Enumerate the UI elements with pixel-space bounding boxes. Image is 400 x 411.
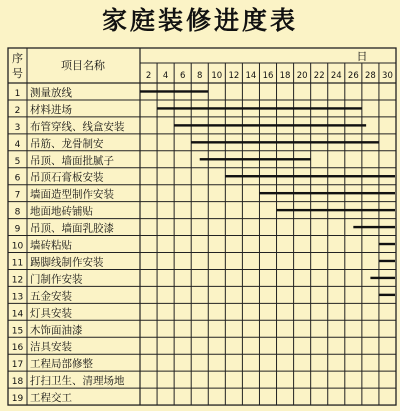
task-name: 门制作安装 [30, 273, 83, 286]
task-number: 11 [11, 258, 24, 269]
task-number: 15 [11, 326, 24, 337]
task-bar [379, 294, 395, 296]
day-tick-label: 6 [179, 71, 186, 81]
task-name: 吊顶、墙面批腻子 [30, 154, 114, 167]
task-number: 14 [11, 309, 24, 320]
day-tick-label: 24 [330, 71, 342, 81]
day-tick-label: 22 [313, 71, 325, 81]
task-number: 7 [14, 190, 21, 201]
task-name: 工程局部修整 [30, 358, 93, 371]
day-tick-label: 2 [145, 71, 152, 81]
task-number: 5 [14, 156, 21, 167]
header-unit-label: 日 [356, 50, 368, 63]
task-bar [259, 192, 395, 194]
task-name: 工程交工 [30, 392, 72, 405]
task-bar [370, 277, 395, 279]
task-bar [174, 124, 366, 126]
task-number: 4 [14, 139, 21, 150]
task-name: 墙面造型制作安装 [30, 188, 114, 201]
task-name: 吊筋、龙骨制安 [30, 137, 104, 150]
task-number: 16 [11, 343, 24, 354]
task-name: 木饰面油漆 [30, 324, 83, 337]
task-name: 洁具安装 [30, 341, 72, 354]
task-number: 19 [11, 394, 24, 405]
task-name: 材料进场 [30, 103, 72, 116]
day-tick-label: 14 [245, 71, 257, 81]
task-bar [225, 175, 395, 177]
task-number: 10 [11, 241, 24, 252]
task-name: 五金安装 [30, 290, 72, 303]
task-name: 灯具安装 [30, 307, 72, 320]
day-tick-label: 16 [262, 71, 274, 81]
task-number: 9 [14, 224, 21, 235]
task-number: 12 [11, 275, 24, 286]
day-tick-label: 12 [228, 71, 240, 81]
task-number: 6 [14, 173, 21, 184]
page-title: 家庭装修进度表 [101, 6, 298, 35]
task-number: 13 [11, 292, 24, 303]
task-bar [191, 141, 379, 143]
task-bar [353, 226, 395, 228]
task-bar [277, 209, 395, 211]
task-name: 吊顶、墙面乳胶漆 [30, 222, 114, 235]
task-bar [200, 158, 311, 160]
task-name: 吊顶石膏板安装 [30, 171, 104, 184]
day-tick-label: 8 [197, 71, 203, 81]
day-tick-label: 18 [279, 71, 291, 81]
task-number: 8 [14, 207, 21, 218]
task-name: 踢脚线制作安装 [30, 256, 104, 269]
header-seq-line1: 序 [12, 52, 23, 65]
task-name: 墙砖粘贴 [30, 239, 72, 252]
header-seq-line2: 号 [12, 67, 23, 80]
task-bar [379, 260, 395, 262]
task-name: 地面地砖铺贴 [30, 205, 93, 218]
task-name: 打扫卫生、清理场地 [30, 375, 125, 388]
task-number: 2 [14, 105, 21, 116]
day-tick-label: 28 [364, 71, 376, 81]
day-tick-label: 26 [347, 71, 359, 81]
task-bar [379, 243, 395, 245]
task-number: 1 [14, 88, 21, 99]
day-tick-label: 10 [211, 71, 223, 81]
task-number: 17 [11, 360, 24, 371]
task-number: 3 [14, 122, 21, 133]
task-name: 布管穿线、线盒安装 [30, 120, 125, 133]
task-bar [157, 107, 362, 109]
day-tick-label: 4 [162, 71, 169, 81]
task-number: 18 [11, 377, 24, 388]
task-bar [140, 90, 208, 92]
task-name: 测量放线 [30, 86, 72, 99]
header-item-name: 项目名称 [61, 59, 105, 72]
day-tick-label: 20 [296, 71, 308, 81]
day-tick-label: 30 [382, 71, 393, 81]
